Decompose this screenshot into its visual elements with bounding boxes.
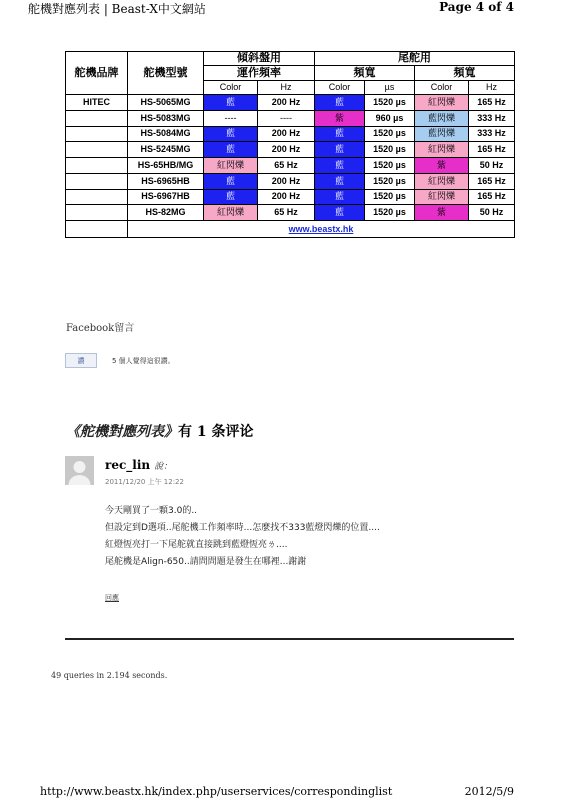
swash-hz-cell: 200 Hz: [258, 126, 315, 142]
like-button[interactable]: 讚: [65, 353, 97, 368]
tail-color-cell: 藍: [315, 189, 365, 205]
freq-color-cell: 藍閃爍: [415, 126, 469, 142]
table-row: [66, 110, 515, 126]
tail-us-cell: 1520 µs: [365, 142, 415, 158]
comment-line: 但設定到D選項..尾舵機工作頻率時...怎麼找不333藍燈閃爍的位置....: [105, 523, 380, 533]
header-color-2: Color: [315, 81, 365, 95]
header-brand: 舵機品牌: [66, 52, 128, 95]
freq-hz-cell: 333 Hz: [469, 110, 515, 126]
brand-cell: [66, 142, 128, 158]
tail-us-cell: 960 µs: [365, 110, 415, 126]
comment-line: 紅燈恆亮打一下尾舵就直接跳到藍燈恆亮ㄌ....: [105, 540, 288, 550]
header-tail: 尾舵用: [315, 52, 515, 66]
reply-link[interactable]: 回應: [105, 594, 119, 602]
divider: [65, 638, 514, 640]
freq-color-cell: 紅閃爍: [415, 142, 469, 158]
freq-color-cell: 紫: [415, 158, 469, 174]
avatar: [65, 456, 94, 485]
swash-color-cell: 藍: [204, 95, 258, 111]
freq-color-cell: 紅閃爍: [415, 95, 469, 111]
table-row: [66, 95, 515, 111]
tail-us-cell: 1520 µs: [365, 158, 415, 174]
header-swash: 傾斜盤用: [204, 52, 315, 66]
header-color: Color: [204, 81, 258, 95]
page-number: Page 4 of 4: [439, 0, 514, 14]
brand-cell: [66, 189, 128, 205]
tail-us-cell: 1520 µs: [365, 189, 415, 205]
model-cell: HS-6965HB: [128, 173, 204, 189]
brand-cell: [66, 110, 128, 126]
comments-heading-title: 《舵機對應列表》: [66, 424, 178, 440]
table-row: [66, 158, 515, 174]
swash-color-cell: 紅閃爍: [204, 158, 258, 174]
table-row: [66, 205, 515, 221]
swash-color-cell: 藍: [204, 126, 258, 142]
tail-us-cell: 1520 µs: [365, 205, 415, 221]
tail-color-cell: 藍: [315, 158, 365, 174]
comment-said: 說：: [154, 462, 173, 472]
model-cell: HS-5245MG: [128, 142, 204, 158]
page-footer-url: http://www.beastx.hk/index.php/userservices/correspondinglist: [40, 785, 393, 798]
brand-cell: [66, 158, 128, 174]
freq-hz-cell: 165 Hz: [469, 173, 515, 189]
tail-color-cell: 藍: [315, 95, 365, 111]
freq-hz-cell: 165 Hz: [469, 142, 515, 158]
header-tail-bw-1: 頻寬: [315, 65, 415, 81]
user-avatar-icon: [65, 456, 94, 485]
page-footer-date: 2012/5/9: [464, 785, 514, 798]
query-stats: 49 queries in 2.194 seconds.: [51, 671, 168, 680]
table-row: [66, 189, 515, 205]
tail-us-cell: 1520 µs: [365, 95, 415, 111]
swash-color-cell: 紅閃爍: [204, 205, 258, 221]
freq-color-cell: 藍閃爍: [415, 110, 469, 126]
header-hz: Hz: [258, 81, 315, 95]
tail-us-cell: 1520 µs: [365, 126, 415, 142]
tail-color-cell: 紫: [315, 110, 365, 126]
comment-line: 今天剛買了一顆3.0的..: [105, 506, 198, 516]
tail-color-cell: 藍: [315, 205, 365, 221]
model-cell: HS-6967HB: [128, 189, 204, 205]
header-us: µs: [365, 81, 415, 95]
model-cell: HS-5065MG: [128, 95, 204, 111]
tail-color-cell: 藍: [315, 173, 365, 189]
brand-cell: [66, 126, 128, 142]
comment-body: [105, 503, 525, 571]
brand-cell: [66, 221, 128, 238]
swash-color-cell: 藍: [204, 142, 258, 158]
freq-hz-cell: 165 Hz: [469, 95, 515, 111]
freq-hz-cell: 165 Hz: [469, 189, 515, 205]
swash-hz-cell: 200 Hz: [258, 95, 315, 111]
swash-color-cell: ----: [204, 110, 258, 126]
swash-hz-cell: ----: [258, 110, 315, 126]
swash-hz-cell: 65 Hz: [258, 158, 315, 174]
comment-author[interactable]: [105, 458, 172, 472]
brand-cell: [66, 205, 128, 221]
swash-hz-cell: 200 Hz: [258, 142, 315, 158]
comments-heading: [66, 421, 254, 441]
table-link-cell: [128, 221, 515, 238]
freq-color-cell: 紅閃爍: [415, 189, 469, 205]
beastx-link[interactable]: www.beastx.hk: [288, 223, 354, 234]
tail-color-cell: 藍: [315, 126, 365, 142]
model-cell: HS-65HB/MG: [128, 158, 204, 174]
comments-heading-suffix: 有 1 条评论: [178, 424, 254, 440]
swash-color-cell: 藍: [204, 189, 258, 205]
like-count-text: 5 個人覺得這很讚。: [112, 357, 175, 365]
tail-us-cell: 1520 µs: [365, 173, 415, 189]
swash-hz-cell: 65 Hz: [258, 205, 315, 221]
table-row: [66, 173, 515, 189]
brand-cell: HITEC: [66, 95, 128, 111]
table-row: [66, 142, 515, 158]
freq-color-cell: 紫: [415, 205, 469, 221]
tail-color-cell: 藍: [315, 142, 365, 158]
swash-color-cell: 藍: [204, 173, 258, 189]
brand-cell: [66, 173, 128, 189]
header-tail-bw-2: 頻寬: [415, 65, 515, 81]
table-row: [66, 126, 515, 142]
header-color-3: Color: [415, 81, 469, 95]
freq-hz-cell: 50 Hz: [469, 205, 515, 221]
header-swash-freq: 運作頻率: [204, 65, 315, 81]
model-cell: HS-5083MG: [128, 110, 204, 126]
model-cell: HS-82MG: [128, 205, 204, 221]
page-header-title: 舵機對應列表 | Beast-X中文網站: [28, 2, 206, 16]
swash-hz-cell: 200 Hz: [258, 173, 315, 189]
freq-color-cell: 紅閃爍: [415, 173, 469, 189]
freq-hz-cell: 50 Hz: [469, 158, 515, 174]
model-cell: HS-5084MG: [128, 126, 204, 142]
servo-table: [65, 51, 515, 238]
comment-line: 尾舵機是Align-650..請問問題是發生在哪裡...謝謝: [105, 557, 307, 567]
header-model: 舵機型號: [128, 52, 204, 95]
swash-hz-cell: 200 Hz: [258, 189, 315, 205]
header-hz-3: Hz: [469, 81, 515, 95]
freq-hz-cell: 333 Hz: [469, 126, 515, 142]
comment-date[interactable]: 2011/12/20 上午 12:22: [105, 478, 184, 486]
facebook-comments-label: Facebook留言: [66, 323, 135, 334]
comment-author-name: rec_lin: [105, 458, 151, 472]
